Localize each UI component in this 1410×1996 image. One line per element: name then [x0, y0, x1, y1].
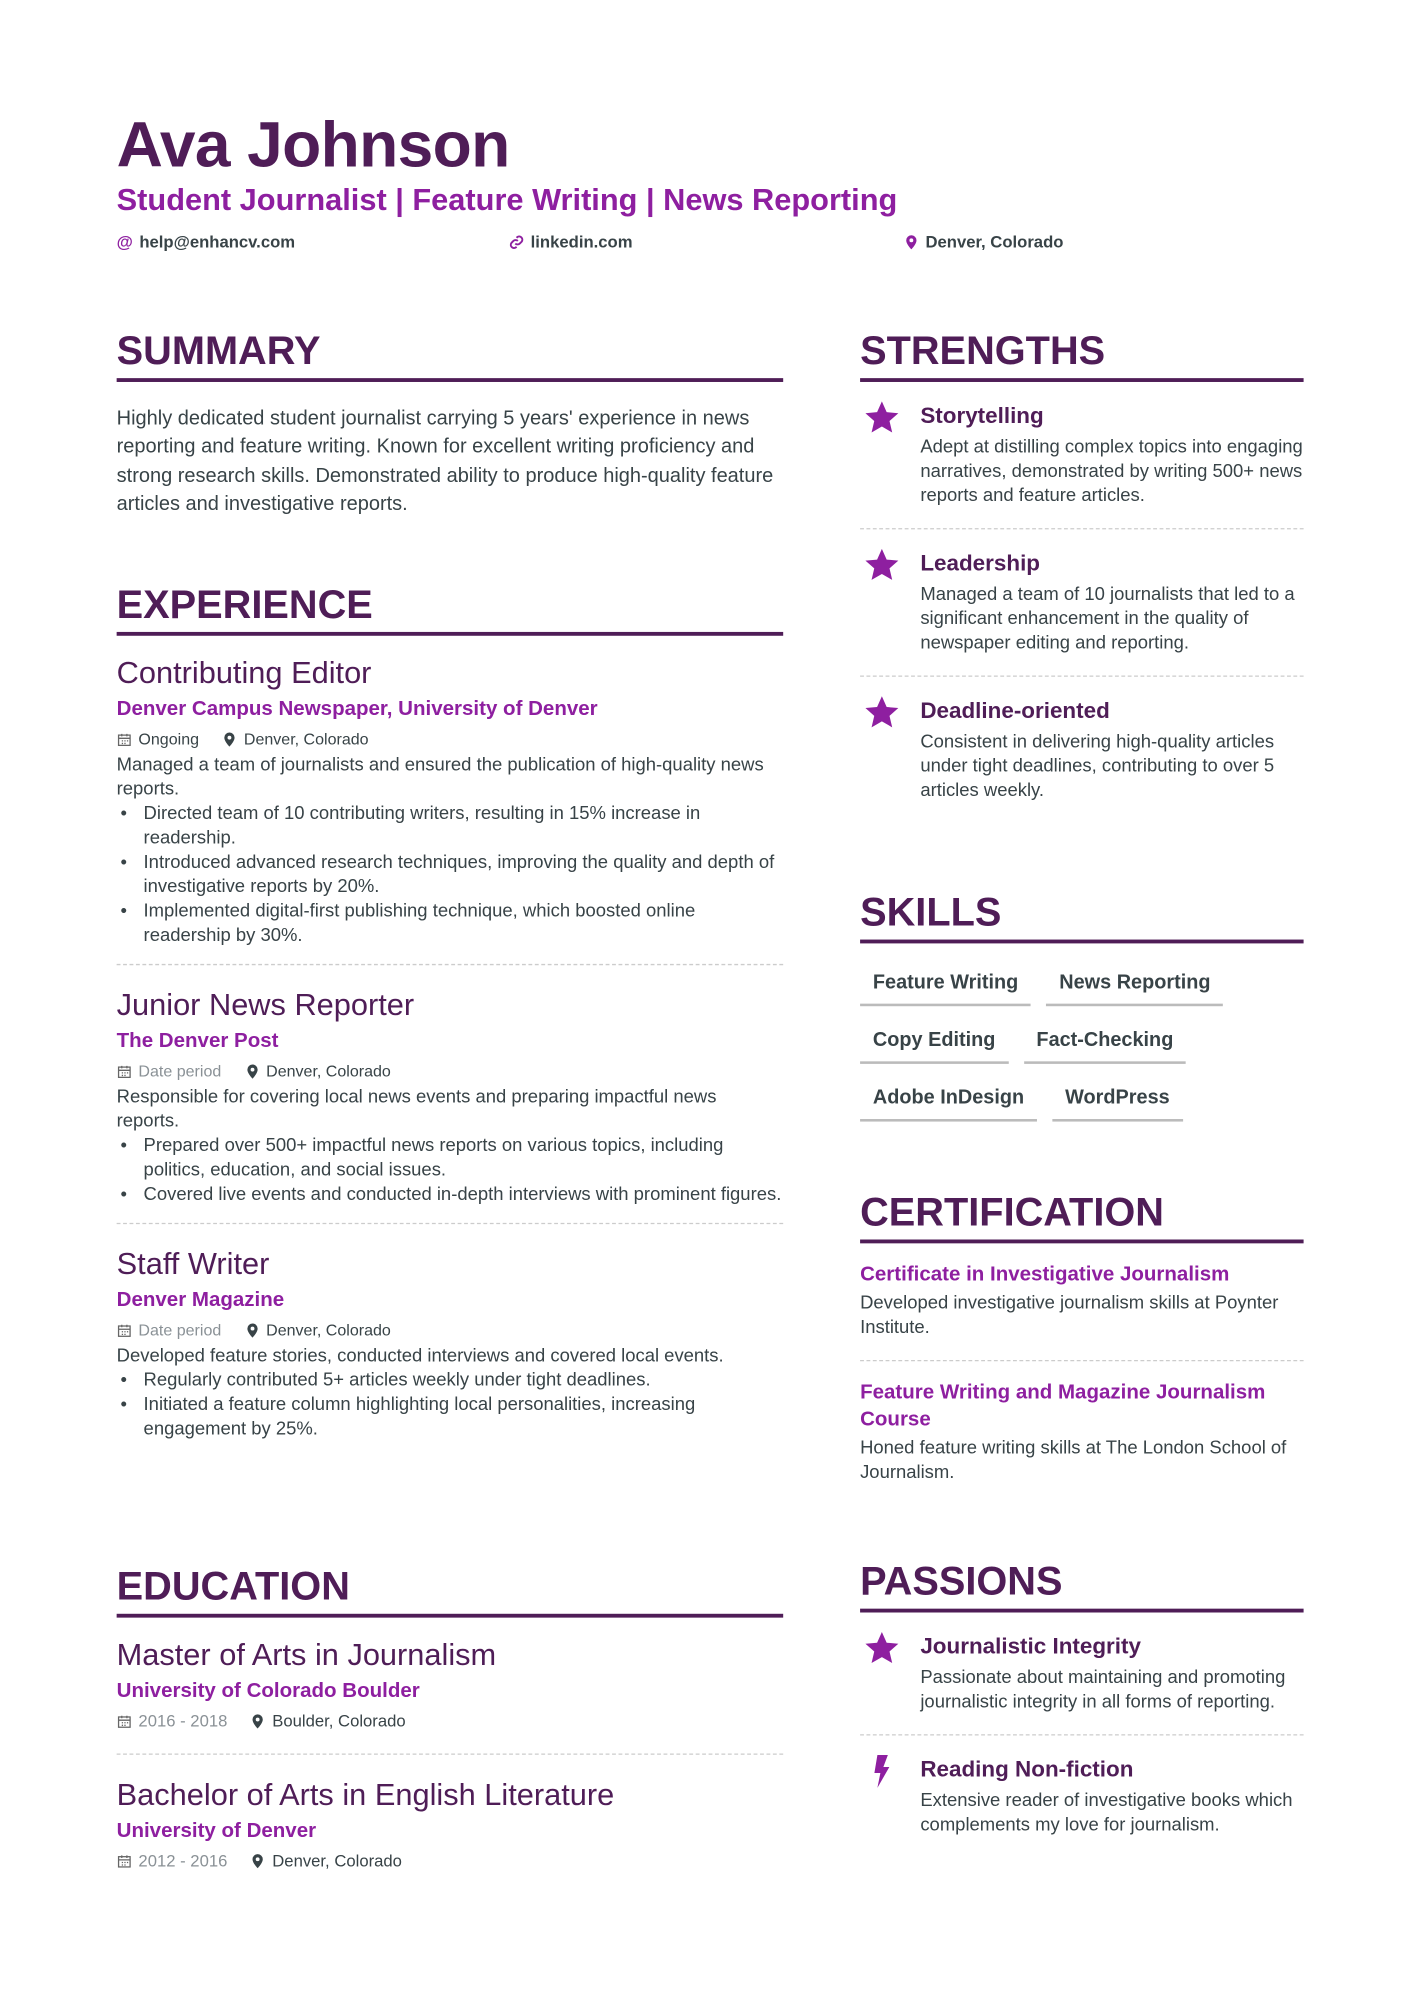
skill-tag: Fact-Checking [1024, 1016, 1187, 1063]
section-title: EXPERIENCE [117, 582, 784, 636]
section-title: SKILLS [860, 890, 1304, 944]
location-text: Denver, Colorado [272, 1850, 402, 1871]
job-title: Staff Writer [116, 1247, 270, 1282]
website-text: linkedin.com [530, 232, 633, 252]
location [244, 1316, 390, 1344]
bullet-item: • Covered live events and conducted in-depth interviews with prominent figures. [117, 1183, 784, 1207]
location-text: Denver, Colorado [925, 232, 1064, 252]
skill-tag: Adobe InDesign [860, 1074, 1037, 1121]
contact-website[interactable] [509, 232, 633, 251]
at-icon: @ [116, 232, 133, 252]
date [117, 1316, 222, 1344]
headline: Student Journalist | Feature Writing | News Reporting [116, 183, 898, 218]
education-entry [117, 1775, 784, 1893]
email-text: help@enhancv.com [139, 232, 296, 252]
job-description: Responsible for covering local news events and preparing impactful news reports. [116, 1086, 717, 1132]
location [250, 1847, 401, 1875]
job-description: Developed feature stories, conducted interviews and covered local events. [116, 1345, 724, 1367]
contact-email[interactable] [117, 232, 295, 251]
experience-section [117, 582, 784, 1478]
location-pin-icon [244, 1064, 259, 1079]
skill-tag: WordPress [1052, 1074, 1182, 1121]
passions-item [860, 1736, 1304, 1858]
location [222, 725, 368, 753]
date-text: Date period [138, 1321, 222, 1340]
item-title: Journalistic Integrity [920, 1633, 1141, 1659]
passions-item [860, 1613, 1304, 1736]
date [117, 1847, 228, 1875]
job-title: Contributing Editor [116, 656, 372, 691]
section-title: CERTIFICATION [860, 1190, 1304, 1244]
company-name: Denver Magazine [116, 1289, 285, 1312]
skill-tag: Feature Writing [860, 959, 1031, 1006]
strengths-item [860, 382, 1304, 529]
item-title: Deadline-oriented [920, 697, 1110, 723]
certification-description: Developed investigative journalism skills at Poynter Institute. [860, 1293, 1279, 1339]
education-entry [117, 1636, 784, 1755]
certification-section [860, 1190, 1304, 1505]
location-pin-icon [222, 732, 237, 747]
calendar-icon [117, 1064, 132, 1079]
company-name: Denver Campus Newspaper, University of Denver [116, 698, 598, 721]
summary-text: Highly dedicated student journalist carrying 5 years' experience in news reporting and feature writing. Known for excellent writing proficiency and strong research skills. Demonstrated ability to produce high-quality feature articles and investigative reports. [116, 407, 774, 516]
skills-section [860, 890, 1304, 1132]
degree: Master of Arts in Journalism [116, 1638, 497, 1673]
calendar-icon [117, 732, 132, 747]
location-text: Denver, Colorado [266, 1321, 391, 1340]
location [250, 1707, 405, 1735]
certification-title: Certificate in Investigative Journalism [860, 1263, 1230, 1286]
experience-entry [117, 986, 784, 1224]
school-name: University of Colorado Boulder [116, 1680, 420, 1703]
location-text: Denver, Colorado [266, 1062, 391, 1081]
passions-section [860, 1559, 1304, 1858]
bullet-item: • Introduced advanced research techniques, improving the quality and depth of investigative reports by 20%. [117, 851, 784, 900]
star-icon [864, 547, 900, 583]
item-description: Consistent in delivering high-quality articles under tight deadlines, contributing to over 5 articles weekly. [920, 731, 1275, 802]
section-title: STRENGTHS [860, 328, 1304, 382]
item-description: Passionate about maintaining and promoting journalistic integrity in all forms of reporting. [920, 1667, 1286, 1713]
job-title: Junior News Reporter [116, 988, 415, 1023]
skill-tag: News Reporting [1046, 959, 1223, 1006]
strengths-section [860, 328, 1304, 823]
item-title: Reading Non-fiction [920, 1756, 1134, 1782]
bullet-list [117, 1369, 784, 1442]
link-icon [509, 234, 524, 249]
item-title: Leadership [920, 549, 1041, 576]
item-title: Storytelling [920, 402, 1044, 429]
bolt-icon [864, 1754, 900, 1790]
candidate-name: Ava Johnson [116, 108, 510, 181]
calendar-icon [117, 1323, 132, 1338]
location-text: Boulder, Colorado [272, 1711, 406, 1731]
bullet-list [117, 802, 784, 948]
item-description: Extensive reader of investigative books which complements my love for journalism. [920, 1790, 1293, 1836]
bullet-item: • Prepared over 500+ impactful news reports on various topics, including politics, education, and social issues. [117, 1134, 784, 1183]
date-text: Ongoing [138, 730, 200, 749]
date-text: Date period [138, 1062, 222, 1081]
contact-location [904, 232, 1064, 251]
bullet-item: • Regularly contributed 5+ articles weekly under tight deadlines. [117, 1369, 784, 1393]
job-description: Managed a team of journalists and ensured the publication of high-quality news reports. [116, 754, 764, 800]
star-icon [864, 695, 900, 731]
section-title: PASSIONS [860, 1559, 1304, 1613]
location-pin-icon [250, 1853, 265, 1868]
location-pin-icon [250, 1714, 265, 1729]
location-text: Denver, Colorado [243, 730, 369, 749]
location-pin-icon [904, 234, 919, 249]
star-icon [864, 400, 900, 436]
date [117, 725, 199, 753]
location-pin-icon [244, 1323, 259, 1338]
degree: Bachelor of Arts in English Literature [116, 1777, 615, 1813]
bullet-item: • Implemented digital-first publishing technique, which boosted online readership by 30%. [117, 900, 784, 949]
date-text: 2016 - 2018 [138, 1711, 228, 1731]
calendar-icon [117, 1714, 132, 1729]
skill-tag: Copy Editing [860, 1016, 1008, 1063]
date [117, 1057, 222, 1085]
date-text: 2012 - 2016 [138, 1850, 228, 1871]
bullet-item: • Initiated a feature column highlighting local personalities, increasing engagement by 25%. [117, 1393, 784, 1442]
summary-section [117, 328, 784, 520]
item-description: Managed a team of 10 journalists that led to a significant enhancement in the quality of newspaper editing and reporting. [920, 584, 1295, 654]
school-name: University of Denver [116, 1820, 317, 1842]
certification-description: Honed feature writing skills at The London School of Journalism. [860, 1438, 1287, 1484]
calendar-icon [117, 1853, 132, 1868]
bullet-item: • Directed team of 10 contributing writers, resulting in 15% increase in readership. [117, 802, 784, 851]
certification-title: Feature Writing and Magazine Journalism Course [860, 1381, 1266, 1431]
section-title: EDUCATION [117, 1564, 784, 1618]
certification-item [860, 1243, 1304, 1361]
strengths-item [860, 677, 1304, 823]
date [117, 1707, 228, 1735]
experience-entry [117, 1245, 784, 1458]
location [244, 1057, 390, 1085]
star-icon [864, 1630, 900, 1666]
item-description: Adept at distilling complex topics into engaging narratives, demonstrated by writing 500+ news reports and feature articles. [920, 437, 1303, 507]
education-section [117, 1564, 784, 1914]
company-name: The Denver Post [116, 1030, 279, 1053]
bullet-list [117, 1134, 784, 1207]
strengths-item [860, 529, 1304, 676]
certification-item [860, 1361, 1304, 1505]
section-title: SUMMARY [117, 328, 784, 382]
experience-entry [117, 654, 784, 965]
